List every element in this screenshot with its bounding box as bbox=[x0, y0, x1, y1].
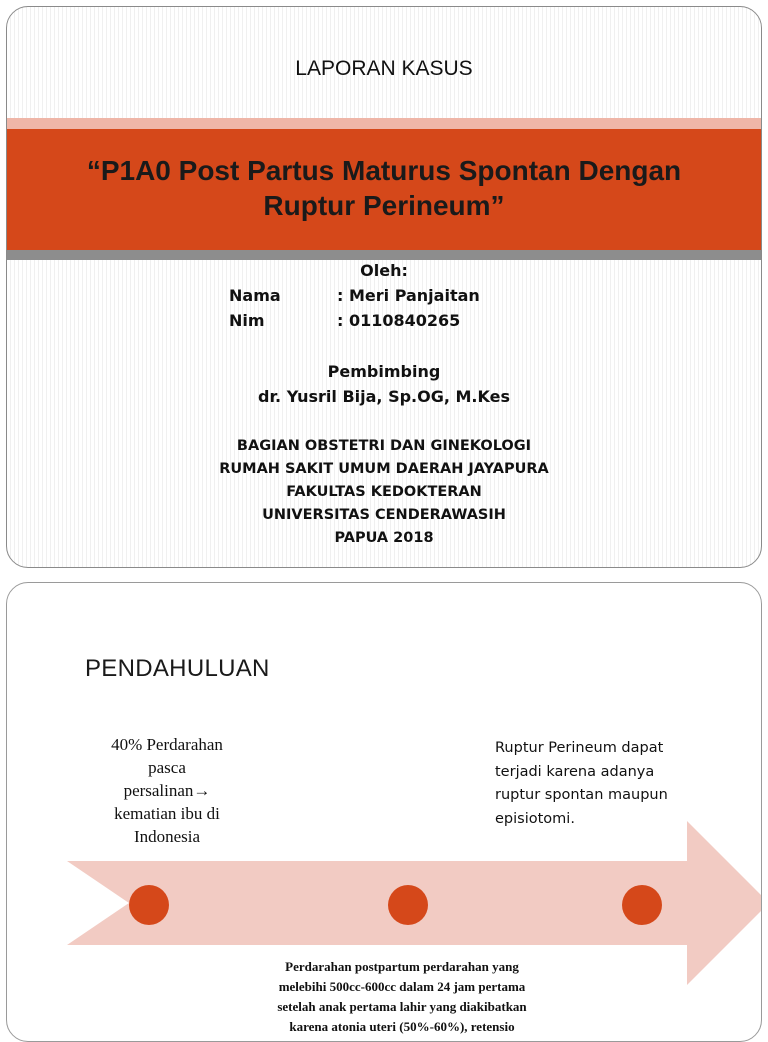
left-note-line: kematian ibu di bbox=[114, 804, 220, 823]
title-slide bbox=[6, 6, 762, 568]
left-note-line: Indonesia bbox=[133, 827, 201, 846]
slide-heading: PENDAHULUAN bbox=[85, 655, 270, 682]
oleh-label: Oleh: bbox=[360, 261, 408, 280]
title-band bbox=[7, 129, 761, 250]
institution-line: UNIVERSITAS CENDERAWASIH bbox=[262, 507, 506, 523]
nim-value: : 0110840265 bbox=[337, 311, 461, 330]
left-note-line: 40% Perdarahan bbox=[111, 735, 223, 754]
presentation-title bbox=[44, 153, 724, 223]
institution-line: BAGIAN OBSTETRI DAN GINEKOLOGI bbox=[236, 438, 532, 454]
institution-line: PAPUA 2018 bbox=[334, 530, 434, 546]
timeline-dot bbox=[622, 885, 662, 925]
slide-heading: LAPORAN KASUS bbox=[295, 57, 473, 80]
timeline-dot bbox=[129, 885, 169, 925]
left-note-line: persalinan→ bbox=[123, 781, 211, 800]
timeline-dot bbox=[388, 885, 428, 925]
bottom-note bbox=[237, 957, 567, 1037]
bottom-note-line: Perdarahan postpartum perdarahan yang bbox=[285, 959, 519, 974]
nama-label: Nama bbox=[229, 286, 281, 305]
bottom-note-line: melebihi 500cc-600cc dalam 24 jam pertama bbox=[278, 979, 526, 994]
pembimbing-name: dr. Yusril Bija, Sp.OG, M.Kes bbox=[257, 387, 510, 406]
left-note-line: pasca bbox=[148, 758, 186, 777]
bottom-note-line: setelah anak pertama lahir yang diakibatkan bbox=[277, 999, 527, 1014]
title-line-2: Ruptur Perineum” bbox=[263, 189, 505, 221]
nim-label: Nim bbox=[229, 311, 265, 330]
accent-band-gray bbox=[7, 250, 761, 260]
right-note-line: Ruptur Perineum dapat bbox=[495, 740, 664, 756]
left-note bbox=[67, 733, 267, 848]
accent-band-pink bbox=[7, 118, 761, 129]
title-line-1: “P1A0 Post Partus Maturus Spontan Dengan bbox=[86, 154, 682, 186]
right-note-line: terjadi karena adanya bbox=[495, 763, 655, 780]
institution-line: RUMAH SAKIT UMUM DAERAH JAYAPURA bbox=[219, 461, 549, 477]
nama-value: : Meri Panjaitan bbox=[337, 286, 480, 305]
right-note bbox=[495, 737, 710, 831]
pembimbing-label: Pembimbing bbox=[327, 362, 441, 381]
intro-slide bbox=[6, 582, 762, 1042]
right-note-line: episiotomi. bbox=[495, 810, 575, 827]
institution-line: FAKULTAS KEDOKTERAN bbox=[286, 484, 482, 500]
right-note-line: ruptur spontan maupun bbox=[495, 787, 668, 803]
bottom-note-line: karena atonia uteri (50%-60%), retensio bbox=[289, 1019, 515, 1034]
